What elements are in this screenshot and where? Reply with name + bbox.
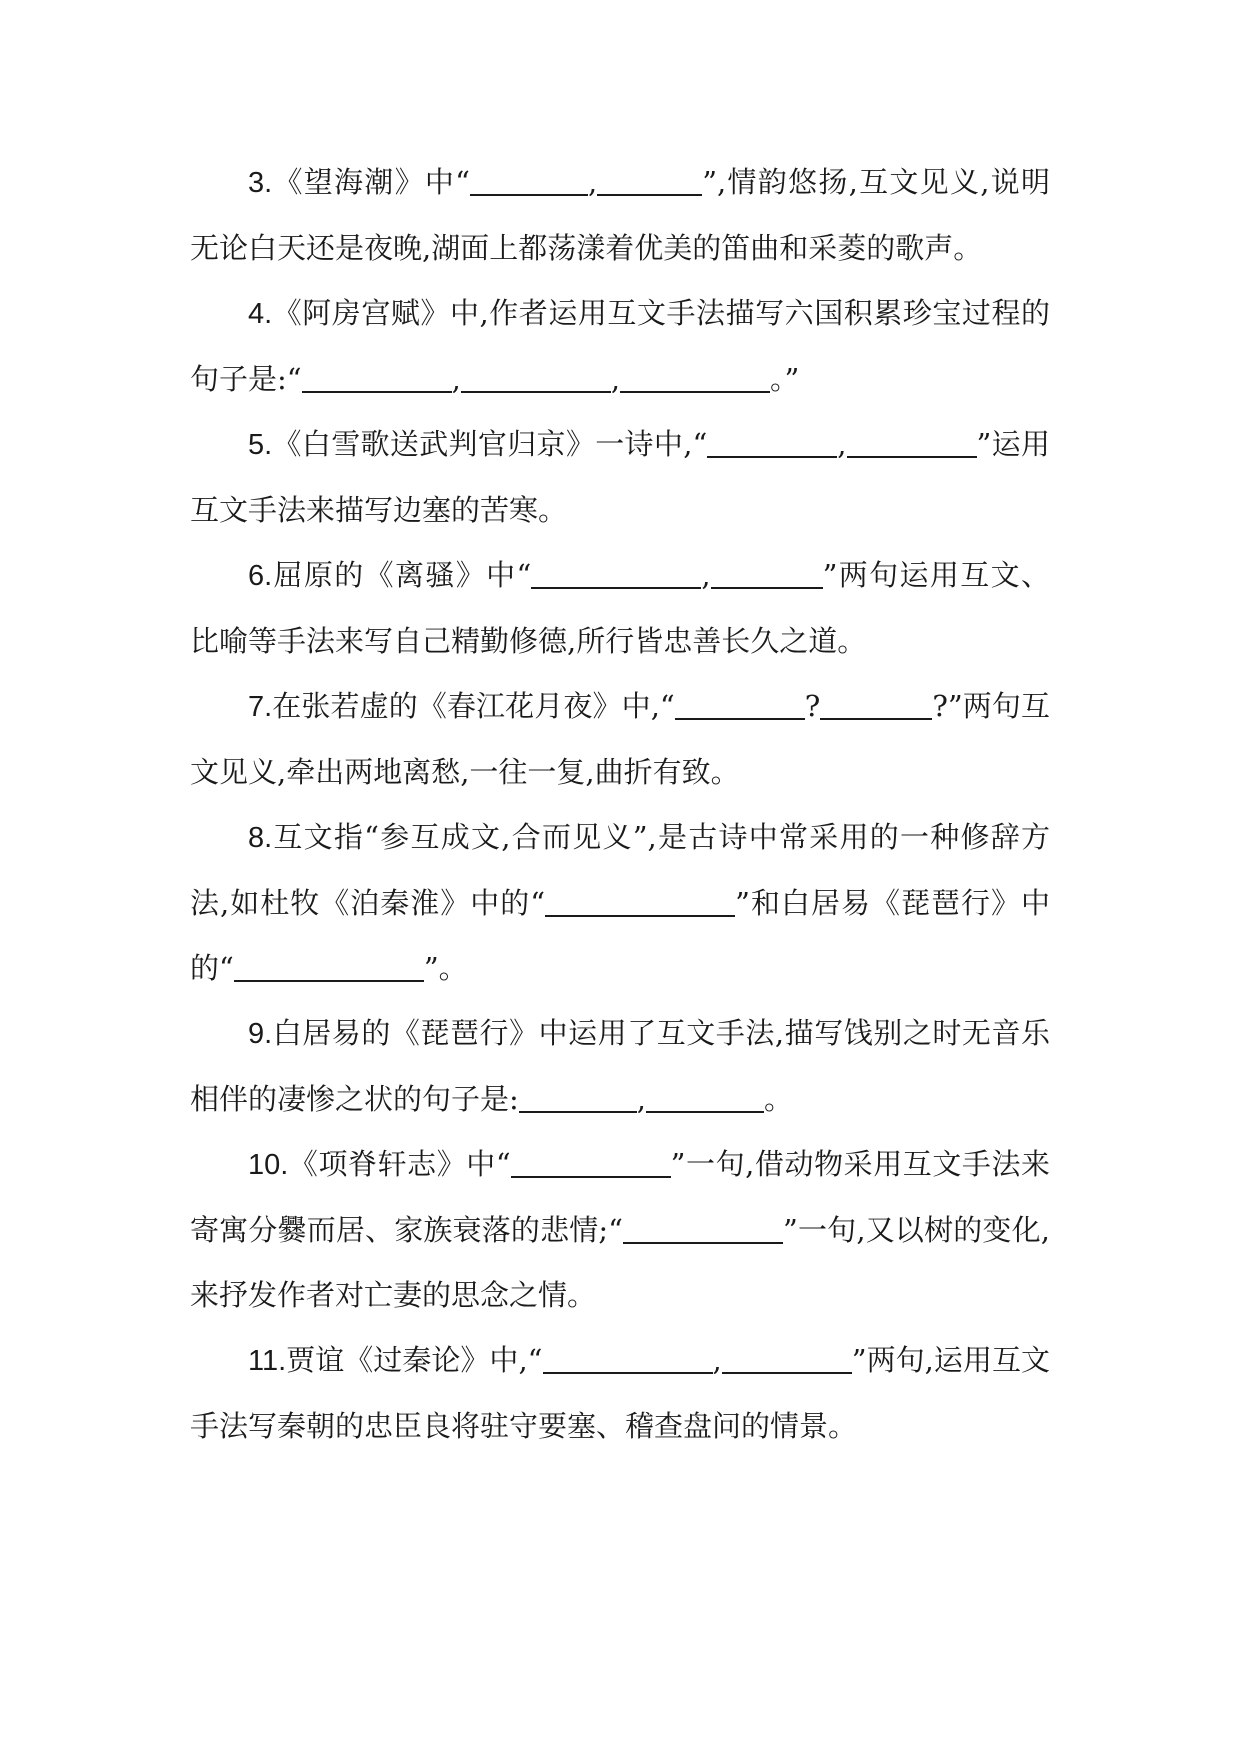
answer-blank[interactable] [531, 558, 701, 589]
question-11 [190, 1328, 1050, 1459]
question-number: 10. [248, 1149, 289, 1181]
question-text: 《望海潮》中“ [272, 165, 470, 199]
question-text: 《项脊轩志》中“ [288, 1147, 511, 1181]
answer-blank[interactable] [847, 427, 977, 458]
answer-blank[interactable] [545, 886, 735, 917]
question-number: 4. [248, 298, 273, 330]
question-text: 在张若虚的《春江花月夜》中,“ [272, 689, 675, 723]
answer-blank[interactable] [711, 558, 823, 589]
question-6 [190, 543, 1050, 674]
question-5 [190, 412, 1050, 543]
question-text: ?”两句互文见义,牵出两地离愁,一往一复,曲折有致。 [190, 689, 1051, 789]
question-number: 6. [248, 560, 273, 592]
answer-blank[interactable] [470, 165, 588, 196]
answer-blank[interactable] [461, 362, 611, 393]
answer-blank[interactable] [234, 951, 424, 982]
question-7 [190, 674, 1050, 805]
question-text: ? [804, 689, 821, 723]
answer-blank[interactable] [722, 1343, 852, 1374]
question-text: 。 [764, 1082, 794, 1116]
question-number: 7. [248, 691, 273, 723]
answer-blank[interactable] [675, 689, 805, 720]
question-8 [190, 805, 1050, 1001]
answer-blank[interactable] [646, 1082, 764, 1113]
question-text: , [712, 1343, 722, 1377]
question-text: ”一句,又以树的变化,来抒发作者对亡妻的思念之情。 [190, 1213, 1050, 1312]
question-10 [190, 1132, 1050, 1328]
question-text: 。” [770, 362, 800, 396]
question-text: 白居易的《琵琶行》中运用了互文手法,描写饯别之时无音乐相伴的凄惨之状的句子是: [190, 1016, 1050, 1116]
question-text: , [837, 427, 847, 461]
question-number: 8. [248, 822, 273, 854]
question-text: ”两句,运用互文手法写秦朝的忠臣良将驻守要塞、稽查盘问的情景。 [190, 1343, 1051, 1443]
question-text: ”和白居易《琵琶行》中的“ [190, 886, 1051, 985]
question-text: ”。 [423, 951, 468, 985]
question-4 [190, 281, 1050, 412]
question-text: 屈原的《离骚》中“ [272, 558, 532, 592]
answer-blank[interactable] [597, 165, 702, 196]
answer-blank[interactable] [543, 1343, 713, 1374]
question-text: 互文指“参互成文,合而见义”,是古诗中常采用的一种修辞方法,如杜牧《泊秦淮》中的“ [190, 820, 1050, 920]
question-text: ”一句,借动物采用互文手法来寄寓分爨而居、家族衰落的悲情;“ [190, 1147, 1051, 1247]
question-text: ”,情韵悠扬,互文见义,说明无论白天还是夜晚,湖面上都荡漾着优美的笛曲和采菱的歌声。 [190, 165, 1051, 265]
question-text: , [701, 558, 711, 592]
answer-blank[interactable] [820, 689, 932, 720]
question-text: 《白雪歌送武判官归京》一诗中,“ [272, 427, 708, 461]
answer-blank[interactable] [620, 362, 770, 393]
answer-blank[interactable] [707, 427, 837, 458]
question-number: 11. [248, 1345, 287, 1377]
question-text: ”两句运用互文、比喻等手法来写自己精勤修德,所行皆忠善长久之道。 [190, 558, 1051, 658]
question-number: 5. [248, 429, 273, 461]
answer-blank[interactable] [623, 1213, 783, 1244]
question-9 [190, 1001, 1050, 1132]
question-number: 9. [248, 1018, 273, 1050]
question-number: 3. [248, 167, 273, 199]
question-text: , [451, 362, 461, 396]
question-list [190, 150, 1050, 1459]
question-text: , [587, 165, 598, 199]
answer-blank[interactable] [511, 1147, 671, 1178]
question-text: 贾谊《过秦论》中,“ [286, 1343, 543, 1377]
answer-blank[interactable] [519, 1082, 637, 1113]
question-text: 《阿房宫赋》中,作者运用互文手法描写六国积累珍宝过程的句子是:“ [190, 296, 1050, 396]
question-text: , [636, 1082, 646, 1116]
question-text: ”运用互文手法来描写边塞的苦寒。 [190, 427, 1050, 527]
question-3 [190, 150, 1050, 281]
answer-blank[interactable] [302, 362, 452, 393]
question-text: , [610, 362, 621, 396]
